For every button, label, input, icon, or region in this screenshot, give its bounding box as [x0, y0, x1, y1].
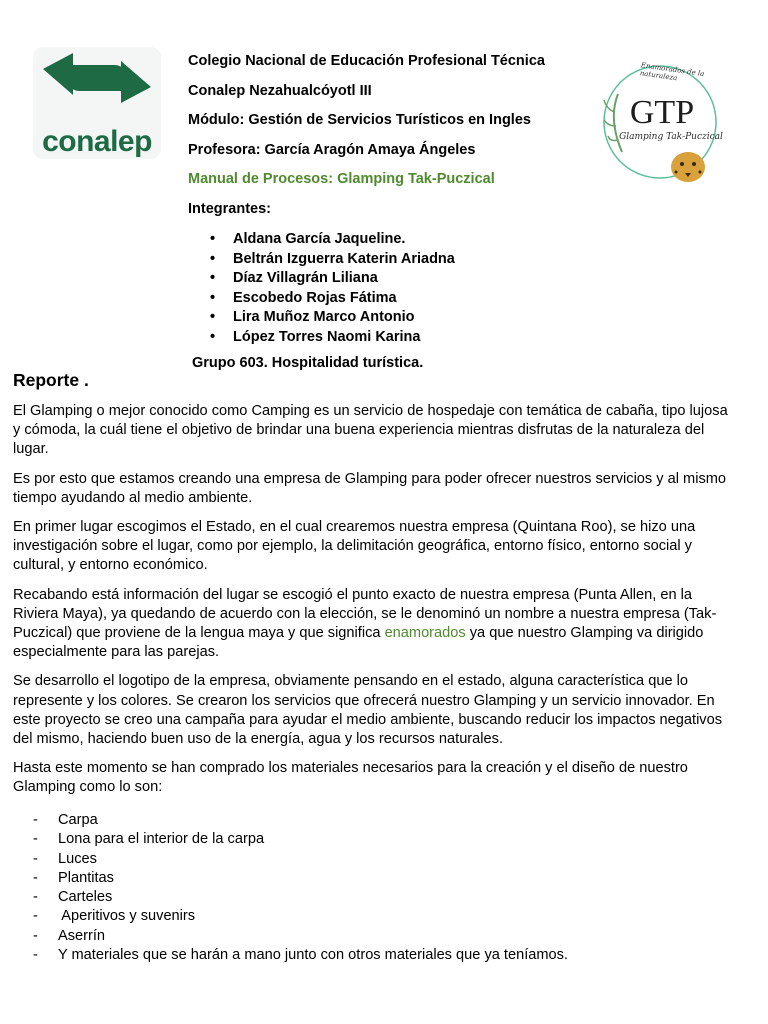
bullet-icon: •: [210, 309, 216, 325]
bullet-icon: •: [210, 328, 216, 345]
materials-list: [33, 811, 568, 965]
material-name: Carteles: [58, 889, 113, 906]
dash-icon: -: [33, 812, 38, 828]
list-item: [210, 289, 455, 309]
highlighted-word: enamorados: [384, 625, 466, 642]
paragraph: [13, 586, 735, 663]
institution-name: Colegio Nacional de Educación Profesional Técnica: [188, 53, 545, 69]
material-name: Lona para el interior de la carpa: [58, 831, 265, 848]
member-name: Díaz Villagrán Liliana: [233, 270, 378, 286]
list-item: [33, 850, 568, 869]
manual-title: Manual de Procesos: Glamping Tak-Puczical: [188, 171, 495, 187]
dash-icon: -: [33, 889, 38, 906]
conalep-logo: [33, 47, 161, 159]
paragraph-text: ya que nuestro Glamping va dirigido especialmente para las parejas.: [13, 625, 704, 661]
material-name: Plantitas: [58, 869, 114, 886]
list-item: [33, 811, 568, 830]
bullet-icon: •: [210, 231, 216, 247]
document-header: [188, 52, 588, 229]
logo-initials: GTP: [629, 94, 695, 131]
list-item: [210, 230, 455, 250]
list-item: [210, 328, 455, 348]
list-item: [33, 946, 568, 965]
group-line: Grupo 603. Hospitalidad turística.: [192, 355, 424, 371]
paragraph: El Glamping o mejor conocido como Camping es un servicio de hospedaje con temática de cabaña, tipo lujosa y cómoda, la cuál tiene el objetivo de brindar una buena experiencia mientras disfrutas de la naturaleza del lugar.: [13, 403, 728, 458]
logo-tagline: Enamorados de la naturaleza: [639, 61, 705, 83]
list-item: [33, 830, 568, 849]
paragraph: Es por esto que estamos creando una empresa de Glamping para poder ofrecer nuestros servicios y al mismo tiempo ayudando al medio ambiente.: [13, 470, 727, 506]
list-item: [33, 927, 568, 946]
list-item: [33, 869, 568, 888]
list-item: [210, 269, 455, 289]
dash-icon: -: [33, 869, 38, 886]
material-name: Carpa: [58, 812, 98, 828]
material-name: Aserrín: [58, 927, 106, 944]
conalep-emblem-icon: [33, 47, 161, 127]
bullet-icon: •: [210, 289, 216, 306]
logo-script: Glamping Tak-Puczical: [619, 132, 723, 142]
material-name: Luces: [58, 850, 97, 867]
teacher-name: Profesora: García Aragón Amaya Ángeles: [188, 141, 476, 158]
members-list: [210, 230, 455, 347]
dash-icon: -: [33, 850, 38, 867]
bullet-icon: •: [210, 270, 216, 286]
paragraph: Hasta este momento se han comprado los materiales necesarios para la creación y el diseño de nuestro Glamping como lo son:: [13, 760, 688, 796]
gtp-logo: [600, 61, 724, 188]
paragraph-text: Recabando está información del lugar se escogió el punto exacto de nuestra empresa (Punta Allen, en la Riviera Maya), ya quedando de acuerdo con la elección, se le denominó un nombre a nuestra empresa (Tak-Puczical) que proviene de la lengua maya y que significa: [13, 586, 717, 642]
dash-icon: -: [33, 927, 38, 944]
member-name: Aldana García Jaqueline.: [233, 231, 406, 247]
dash-icon: -: [33, 947, 38, 964]
list-item: [210, 250, 455, 270]
member-name: Escobedo Rojas Fátima: [233, 289, 397, 306]
report-body: [13, 402, 735, 808]
list-item: [210, 308, 455, 328]
dash-icon: -: [33, 908, 38, 925]
bullet-icon: •: [210, 250, 216, 267]
conalep-wordmark: conalep: [42, 125, 152, 158]
list-item: [33, 907, 568, 926]
paragraph: En primer lugar escogimos el Estado, en el cual crearemos nuestra empresa (Quintana Roo), se hizo una investigación sobre el lugar, como por ejemplo, la delimitación geográfica, entorno físico, entorno social y cultural, y entorno económico.: [13, 519, 696, 574]
member-name: López Torres Naomi Karina: [233, 328, 421, 345]
list-item: [33, 888, 568, 907]
paragraph: Se desarrollo el logotipo de la empresa, obviamente pensando en el estado, alguna característica que lo represente y los colores. Se crearon los servicios que ofrecerá nuestro Glamping y un servicio innovador. En este proyecto se creo una campaña para ayudar el medio ambiente, buscando reducir los impactos negativos del mismo, haciendo buen uso de la energía, agua y los recursos naturales.: [13, 673, 723, 748]
campus-name: Conalep Nezahualcóyotl III: [188, 82, 372, 99]
material-name: Y materiales que se harán a mano junto con otros materiales que ya teníamos.: [58, 947, 568, 964]
members-label: Integrantes:: [188, 200, 271, 217]
member-name: Beltrán Izguerra Katerin Ariadna: [233, 250, 455, 267]
module-name: Módulo: Gestión de Servicios Turísticos en Ingles: [188, 112, 531, 128]
member-name: Lira Muñoz Marco Antonio: [233, 309, 415, 325]
material-name: Aperitivos y suvenirs: [58, 908, 196, 925]
dash-icon: -: [33, 831, 38, 848]
report-title: Reporte .: [13, 370, 89, 390]
